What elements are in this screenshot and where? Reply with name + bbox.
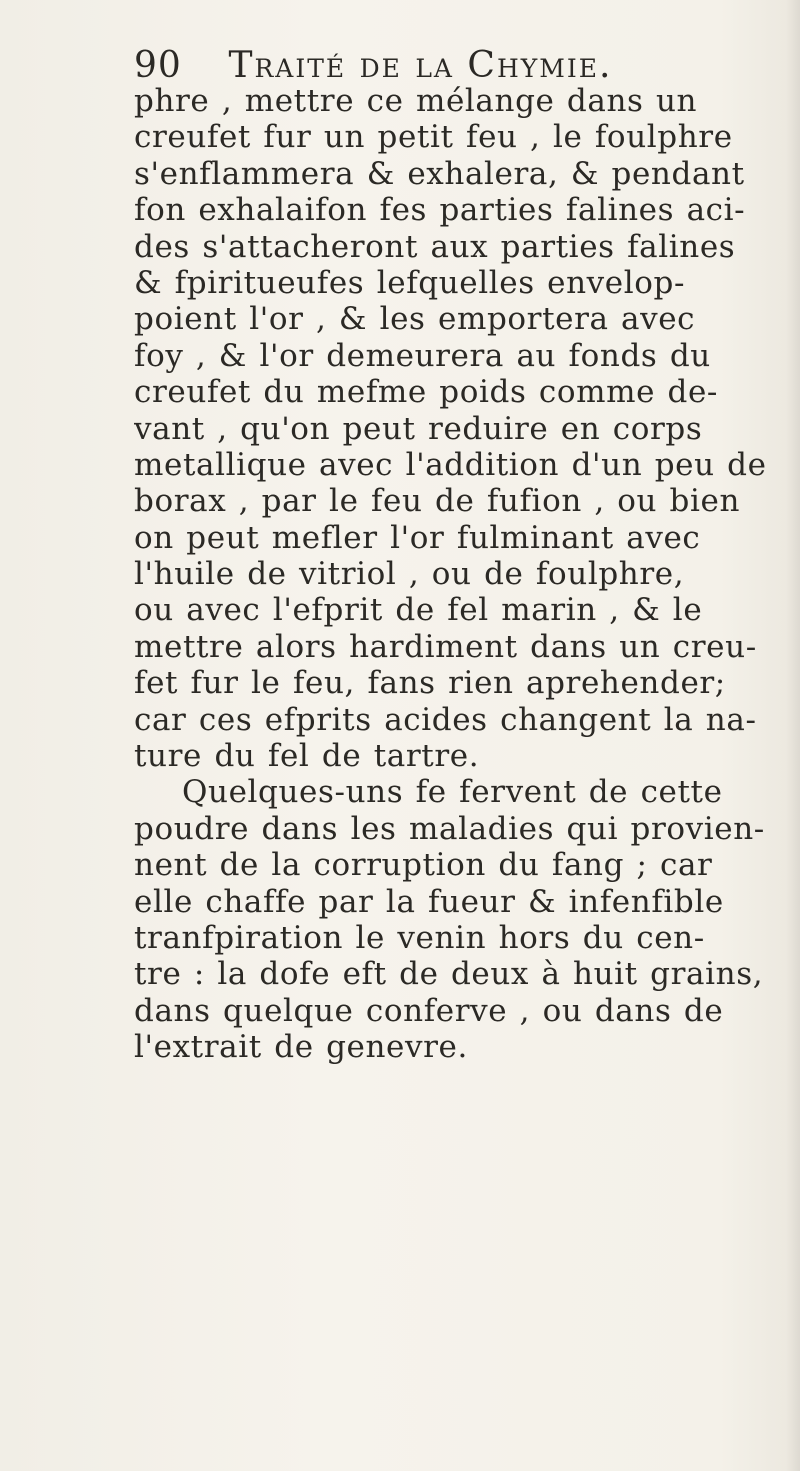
text-line: on peut mefler l'or fulminant avec: [134, 519, 701, 556]
text-line: creufet fur un petit feu , le foulphre: [134, 119, 733, 156]
text-line: s'enflammera & exhalera, & pendant: [134, 155, 745, 192]
paragraph-start-line: Quelques-uns fe fervent de cette: [182, 774, 723, 811]
text-line: & fpiritueufes lefquelles envelop-: [134, 264, 686, 301]
text-line: creufet du mefme poids comme de-: [134, 374, 719, 411]
text-line: mettre alors hardiment dans un creu-: [134, 628, 757, 665]
text-line: poient l'or , & les emportera avec: [134, 301, 696, 338]
text-line: metallique avec l'addition d'un peu de: [134, 446, 767, 483]
text-line: poudre dans les maladies qui provien-: [134, 810, 765, 847]
text-line: car ces efprits acides changent la na-: [134, 701, 757, 738]
text-line: vant , qu'on peut reduire en corps: [134, 410, 703, 447]
text-line: dans quelque conferve , ou dans de: [134, 992, 724, 1029]
text-line: fon exhalaifon fes parties falines aci-: [134, 192, 746, 229]
text-line: des s'attacheront aux parties falines: [134, 228, 736, 265]
text-line: nent de la corruption du fang ; car: [134, 847, 713, 884]
text-line: elle chaffe par la fueur & infenfible: [134, 883, 724, 920]
text-line: tranfpiration le venin hors du cen-: [134, 919, 705, 956]
running-title: Traité de la Chymie.: [228, 45, 613, 86]
body-text: [134, 83, 794, 1066]
text-line: ou avec l'efprit de fel marin , & le: [134, 592, 703, 629]
page-header: [134, 46, 794, 86]
text-line: borax , par le feu de fufion , ou bien: [134, 483, 741, 520]
text-line: fet fur le feu, fans rien aprehender;: [134, 665, 726, 702]
text-line: ture du fel de tartre.: [134, 738, 480, 775]
text-line: l'huile de vitriol , ou de foulphre,: [134, 556, 685, 593]
text-line: tre : la dofe eft de deux à huit grains,: [134, 956, 764, 993]
page-number: 90: [134, 45, 182, 86]
text-line: foy , & l'or demeurera au fonds du: [134, 337, 711, 374]
text-line: phre , mettre ce mélange dans un: [134, 83, 698, 119]
text-line: l'extrait de genevre.: [134, 1029, 468, 1066]
